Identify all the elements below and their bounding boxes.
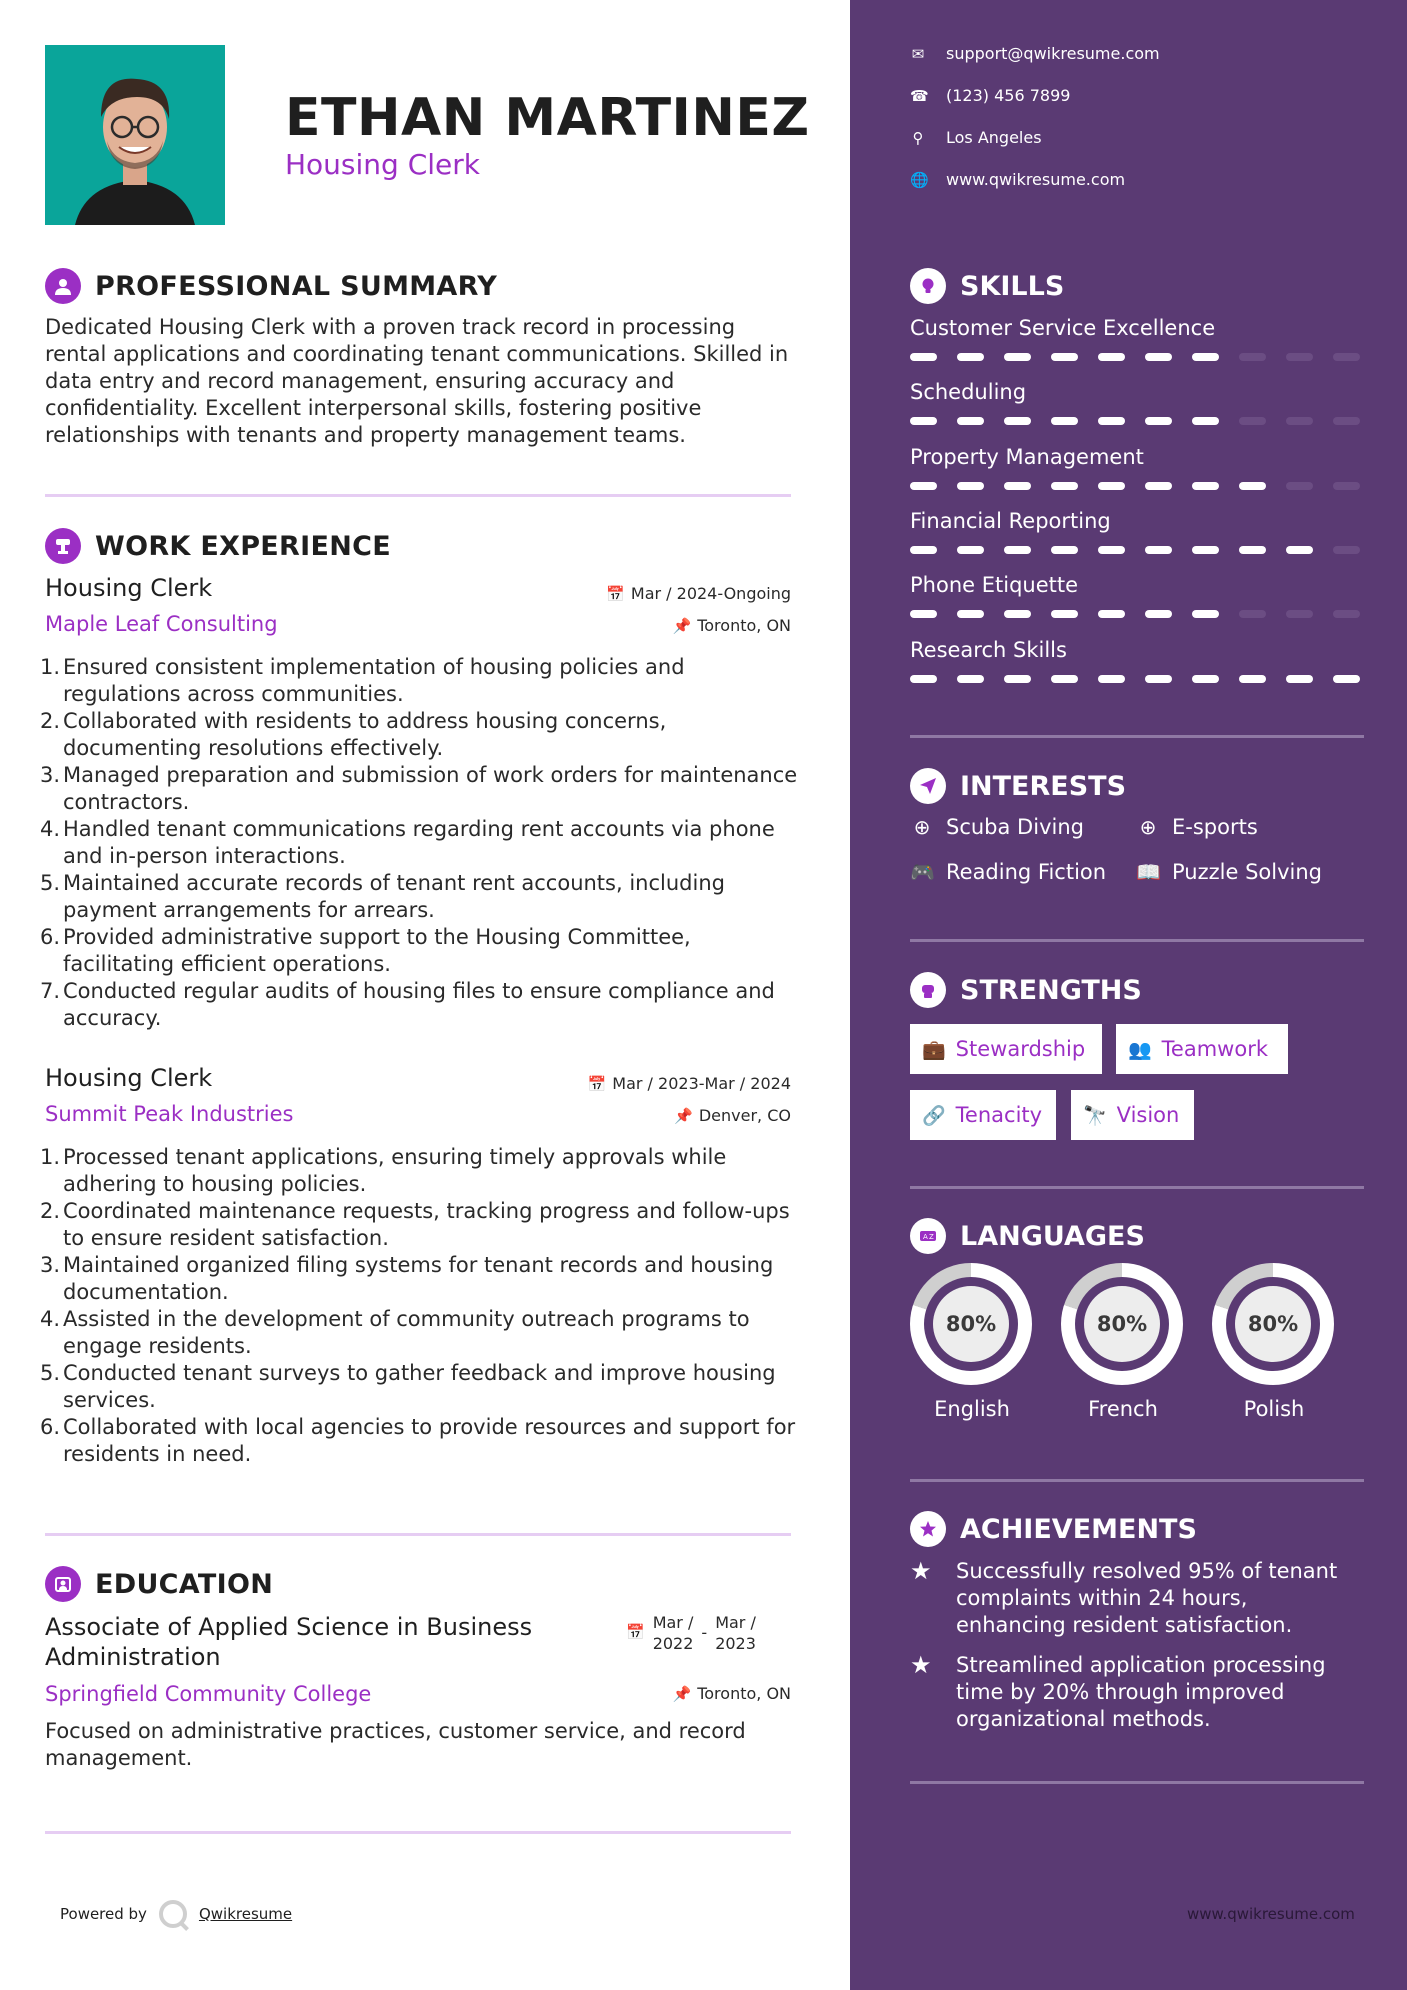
- list-item: 2. Coordinated maintenance requests, tracking progress and follow-ups to ensure resident satisfaction.: [40, 1199, 790, 1250]
- skill-level-dash: [1145, 546, 1172, 554]
- skill-level-dash: [1239, 675, 1266, 683]
- skill-level-dash: [910, 675, 937, 683]
- phone-text: (123) 456 7899: [946, 86, 1071, 105]
- experience-heading: WORK EXPERIENCE: [95, 530, 391, 562]
- skill-level-dash: [1192, 675, 1219, 683]
- summary-section-header: [45, 268, 497, 304]
- strength-tag: 👥 Teamwork: [1116, 1024, 1288, 1074]
- section-divider: [45, 494, 791, 497]
- section-divider: [910, 1479, 1364, 1482]
- strength-tag: 💼 Stewardship: [910, 1024, 1102, 1074]
- list-item: 6. Collaborated with local agencies to provide resources and support for residents in need.: [40, 1415, 796, 1466]
- skill-rating: [910, 482, 1360, 490]
- list-item: 2. Collaborated with residents to address housing concerns, documenting resolutions effectively.: [40, 709, 667, 760]
- skill-level-dash: [1004, 482, 1031, 490]
- skill-level-dash: [1192, 482, 1219, 490]
- users-icon: 👥: [1128, 1038, 1152, 1061]
- skill-rating: [910, 353, 1360, 361]
- skill-rating: [910, 675, 1360, 683]
- pin-icon: 📌: [674, 1106, 693, 1125]
- skill-level-dash: [1145, 482, 1172, 490]
- education-heading: EDUCATION: [95, 1568, 274, 1600]
- skill-level-dash: [1333, 610, 1360, 618]
- skill-level-dash: [910, 353, 937, 361]
- education-start: Mar / 2022: [652, 1613, 694, 1653]
- job-dates-text: Mar / 2023-Mar / 2024: [612, 1074, 791, 1093]
- language-ring: [910, 1263, 1032, 1385]
- language-ring: [1212, 1263, 1334, 1385]
- skill-level-dash: [1051, 675, 1078, 683]
- lightbulb-icon: [910, 268, 946, 304]
- powered-by: [60, 1900, 292, 1928]
- strength-tag: 🔗 Tenacity: [910, 1090, 1056, 1140]
- skill-level-dash: [1239, 482, 1266, 490]
- qwikresume-logo-icon: [159, 1900, 187, 1928]
- list-item: 5. Maintained accurate records of tenant rent accounts, including payment arrangements for arrears.: [40, 871, 725, 922]
- language-icon: [910, 1218, 946, 1254]
- skill-name: Property Management: [910, 445, 1144, 469]
- skill-level-dash: [1333, 353, 1360, 361]
- section-divider: [910, 1186, 1364, 1189]
- skill-level-dash: [1051, 482, 1078, 490]
- skill-level-dash: [1286, 675, 1313, 683]
- skill-level-dash: [1004, 353, 1031, 361]
- contact-phone: [910, 86, 1070, 105]
- job-location: [673, 616, 791, 635]
- education-dates: 📅 Mar / 2022 - Mar / 2023: [626, 1613, 756, 1653]
- life-ring-icon: ⊕: [1139, 815, 1157, 839]
- skill-level-dash: [1239, 353, 1266, 361]
- achievement-item: ★ Streamlined application processing time by 20% through improved organizational methods.: [910, 1651, 1326, 1731]
- list-item: 7. Conducted regular audits of housing files to ensure compliance and accuracy.: [40, 979, 775, 1030]
- skill-level-dash: [957, 675, 984, 683]
- skill-level-dash: [910, 482, 937, 490]
- summary-heading: PROFESSIONAL SUMMARY: [95, 270, 498, 302]
- interest-item: ⊕ E-sports: [1136, 815, 1258, 839]
- education-location-text: Toronto, ON: [697, 1684, 791, 1703]
- skill-level-dash: [910, 417, 937, 425]
- language-percent: 80%: [933, 1286, 1009, 1362]
- user-icon: [45, 268, 81, 304]
- skill-level-dash: [1286, 417, 1313, 425]
- skill-name: Customer Service Excellence: [910, 316, 1216, 340]
- skill-name: Phone Etiquette: [910, 573, 1079, 597]
- location-text: Los Angeles: [946, 128, 1042, 147]
- section-divider: [910, 1781, 1364, 1784]
- education-school: Springfield Community College: [45, 1682, 372, 1706]
- skill-level-dash: [1286, 482, 1313, 490]
- language-item: [1212, 1263, 1336, 1421]
- skill-level-dash: [1098, 482, 1125, 490]
- languages-heading: LANGUAGES: [960, 1220, 1145, 1252]
- skill-level-dash: [1145, 417, 1172, 425]
- skill-level-dash: [1192, 417, 1219, 425]
- summary-text: Dedicated Housing Clerk with a proven track record in processing rental applications and coordinating tenant communications. Skilled in data entry and record management, ensuring accuracy and confidentiality. Excellent interpersonal skills, fostering positive relationships with tenants and property management teams.: [45, 315, 789, 447]
- contact-email: [910, 44, 1160, 63]
- interest-item: ⊕ Scuba Diving: [910, 815, 1084, 839]
- language-name: Polish: [1243, 1397, 1305, 1421]
- star-badge-icon: [910, 1511, 946, 1547]
- skill-level-dash: [1098, 675, 1125, 683]
- experience-section-header: [45, 528, 391, 564]
- section-divider: [910, 939, 1364, 942]
- achievement-item: ★ Successfully resolved 95% of tenant complaints within 24 hours, enhancing resident satisfaction.: [910, 1557, 1338, 1637]
- skill-level-dash: [1145, 675, 1172, 683]
- fist-icon: [910, 972, 946, 1008]
- job-company: Summit Peak Industries: [45, 1102, 294, 1126]
- skill-level-dash: [1098, 610, 1125, 618]
- gamepad-icon: 🎮: [910, 860, 935, 884]
- skill-level-dash: [1239, 610, 1266, 618]
- skill-level-dash: [1333, 546, 1360, 554]
- skill-level-dash: [1098, 546, 1125, 554]
- education-description: Focused on administrative practices, customer service, and record management.: [45, 1719, 746, 1770]
- skill-level-dash: [1004, 610, 1031, 618]
- job-company: Maple Leaf Consulting: [45, 612, 278, 636]
- star-icon: ★: [910, 1557, 932, 1585]
- section-divider: [910, 735, 1364, 738]
- powered-by-label: Powered by: [60, 1905, 147, 1923]
- skills-heading: SKILLS: [960, 270, 1065, 302]
- job-location-text: Toronto, ON: [697, 616, 791, 635]
- skill-level-dash: [957, 417, 984, 425]
- skill-level-dash: [1051, 610, 1078, 618]
- language-percent: 80%: [1235, 1286, 1311, 1362]
- list-item: 1. Processed tenant applications, ensuring timely approvals while adhering to housing policies.: [40, 1145, 727, 1196]
- envelope-icon: ✉: [911, 44, 925, 63]
- skill-level-dash: [957, 610, 984, 618]
- section-divider: [45, 1533, 791, 1536]
- phone-icon: ☎: [910, 86, 929, 105]
- skill-level-dash: [1051, 417, 1078, 425]
- map-marker-icon: ⚲: [912, 128, 924, 147]
- skill-level-dash: [1145, 610, 1172, 618]
- skill-level-dash: [1333, 675, 1360, 683]
- pin-icon: 📌: [672, 1684, 692, 1703]
- link-icon: 🔗: [922, 1104, 946, 1127]
- briefcase-icon: 💼: [922, 1038, 946, 1061]
- skill-level-dash: [1051, 546, 1078, 554]
- skill-level-dash: [1239, 546, 1266, 554]
- skill-level-dash: [1286, 546, 1313, 554]
- calendar-icon: 📅: [606, 584, 625, 603]
- language-name: French: [1088, 1397, 1158, 1421]
- skills-section-header: [910, 268, 1064, 304]
- qwikresume-link[interactable]: Qwikresume: [198, 1905, 293, 1923]
- interests-section-header: [910, 768, 1126, 804]
- list-item: 5. Conducted tenant surveys to gather feedback and improve housing services.: [40, 1361, 776, 1412]
- website-text[interactable]: www.qwikresume.com: [946, 170, 1126, 189]
- person-photo-illustration: [45, 45, 225, 225]
- interest-item: 📖 Puzzle Solving: [1136, 860, 1322, 884]
- skill-level-dash: [957, 482, 984, 490]
- skill-level-dash: [1192, 610, 1219, 618]
- job-location-text: Denver, CO: [698, 1106, 791, 1125]
- job-title: Housing Clerk: [45, 574, 213, 602]
- skill-level-dash: [1098, 417, 1125, 425]
- languages-section-header: [910, 1218, 1145, 1254]
- skill-level-dash: [1192, 353, 1219, 361]
- job-location: [674, 1106, 791, 1125]
- strengths-section-header: [910, 972, 1142, 1008]
- skill-rating: [910, 610, 1360, 618]
- skill-level-dash: [1192, 546, 1219, 554]
- language-name: English: [934, 1397, 1010, 1421]
- section-divider: [45, 1831, 791, 1834]
- skill-level-dash: [1333, 417, 1360, 425]
- life-ring-icon: ⊕: [913, 815, 931, 839]
- podium-icon: [45, 528, 81, 564]
- interests-heading: INTERESTS: [960, 770, 1127, 802]
- education-end: Mar / 2023: [715, 1613, 756, 1653]
- skill-level-dash: [1145, 353, 1172, 361]
- list-item: 1. Ensured consistent implementation of housing policies and regulations across communities.: [40, 655, 685, 706]
- profile-photo: [45, 45, 225, 225]
- list-item: 4. Handled tenant communications regarding rent accounts via phone and in-person interactions.: [40, 817, 775, 868]
- language-item: [910, 1263, 1034, 1421]
- job-bullets: [40, 1144, 800, 1468]
- list-item: 3. Managed preparation and submission of work orders for maintenance contractors.: [40, 763, 798, 814]
- list-item: 3. Maintained organized filing systems for tenant records and housing documentation.: [40, 1253, 774, 1304]
- education-location: [673, 1684, 791, 1703]
- job-dates-text: Mar / 2024-Ongoing: [630, 584, 791, 603]
- skill-level-dash: [1004, 675, 1031, 683]
- language-item: [1061, 1263, 1185, 1421]
- skill-level-dash: [1051, 353, 1078, 361]
- svg-text:Z: Z: [929, 1233, 934, 1241]
- contact-website: [910, 170, 1125, 189]
- skill-level-dash: [1098, 353, 1125, 361]
- candidate-title: Housing Clerk: [285, 148, 481, 181]
- skill-level-dash: [957, 353, 984, 361]
- strengths-heading: STRENGTHS: [960, 974, 1142, 1006]
- book-icon: 📖: [1136, 860, 1161, 884]
- achievements-section-header: [910, 1511, 1197, 1547]
- skill-name: Scheduling: [910, 380, 1027, 404]
- candidate-name: ETHAN MARTINEZ: [285, 88, 810, 148]
- interest-item: 🎮 Reading Fiction: [910, 860, 1107, 884]
- skill-level-dash: [1286, 353, 1313, 361]
- pin-icon: 📌: [672, 616, 692, 635]
- contact-location: [910, 128, 1042, 147]
- footer-website-link[interactable]: www.qwikresume.com: [1187, 1905, 1355, 1923]
- strength-tag: 🔭 Vision: [1071, 1090, 1194, 1140]
- skill-level-dash: [1004, 417, 1031, 425]
- calendar-icon: 📅: [626, 1623, 645, 1641]
- language-ring: [1061, 1263, 1183, 1385]
- job-title: Housing Clerk: [45, 1064, 213, 1092]
- globe-icon: 🌐: [910, 170, 929, 189]
- education-section-header: [45, 1566, 273, 1602]
- skill-level-dash: [1239, 417, 1266, 425]
- skill-rating: [910, 417, 1360, 425]
- skill-level-dash: [1286, 610, 1313, 618]
- calendar-icon: 📅: [587, 1074, 607, 1093]
- skill-name: Financial Reporting: [910, 509, 1111, 533]
- skill-rating: [910, 546, 1360, 554]
- skill-level-dash: [910, 546, 937, 554]
- education-degree: Associate of Applied Science in Business Administration: [45, 1613, 533, 1671]
- graduate-icon: [45, 1566, 81, 1602]
- language-percent: 80%: [1084, 1286, 1160, 1362]
- list-item: 6. Provided administrative support to the Housing Committee, facilitating efficient operations.: [40, 925, 691, 976]
- paper-plane-icon: [910, 768, 946, 804]
- skill-level-dash: [957, 546, 984, 554]
- achievements-heading: ACHIEVEMENTS: [960, 1513, 1197, 1545]
- list-item: 4. Assisted in the development of community outreach programs to engage residents.: [40, 1307, 750, 1358]
- email-text[interactable]: support@qwikresume.com: [946, 44, 1160, 63]
- skill-name: Research Skills: [910, 638, 1067, 662]
- skill-level-dash: [910, 610, 937, 618]
- job-bullets: [40, 654, 800, 1032]
- binoculars-icon: 🔭: [1083, 1104, 1107, 1127]
- job-dates: [606, 584, 791, 603]
- job-dates: [588, 1074, 791, 1093]
- skill-level-dash: [1004, 546, 1031, 554]
- star-icon: ★: [910, 1651, 932, 1679]
- skill-level-dash: [1333, 482, 1360, 490]
- svg-text:A: A: [923, 1233, 928, 1241]
